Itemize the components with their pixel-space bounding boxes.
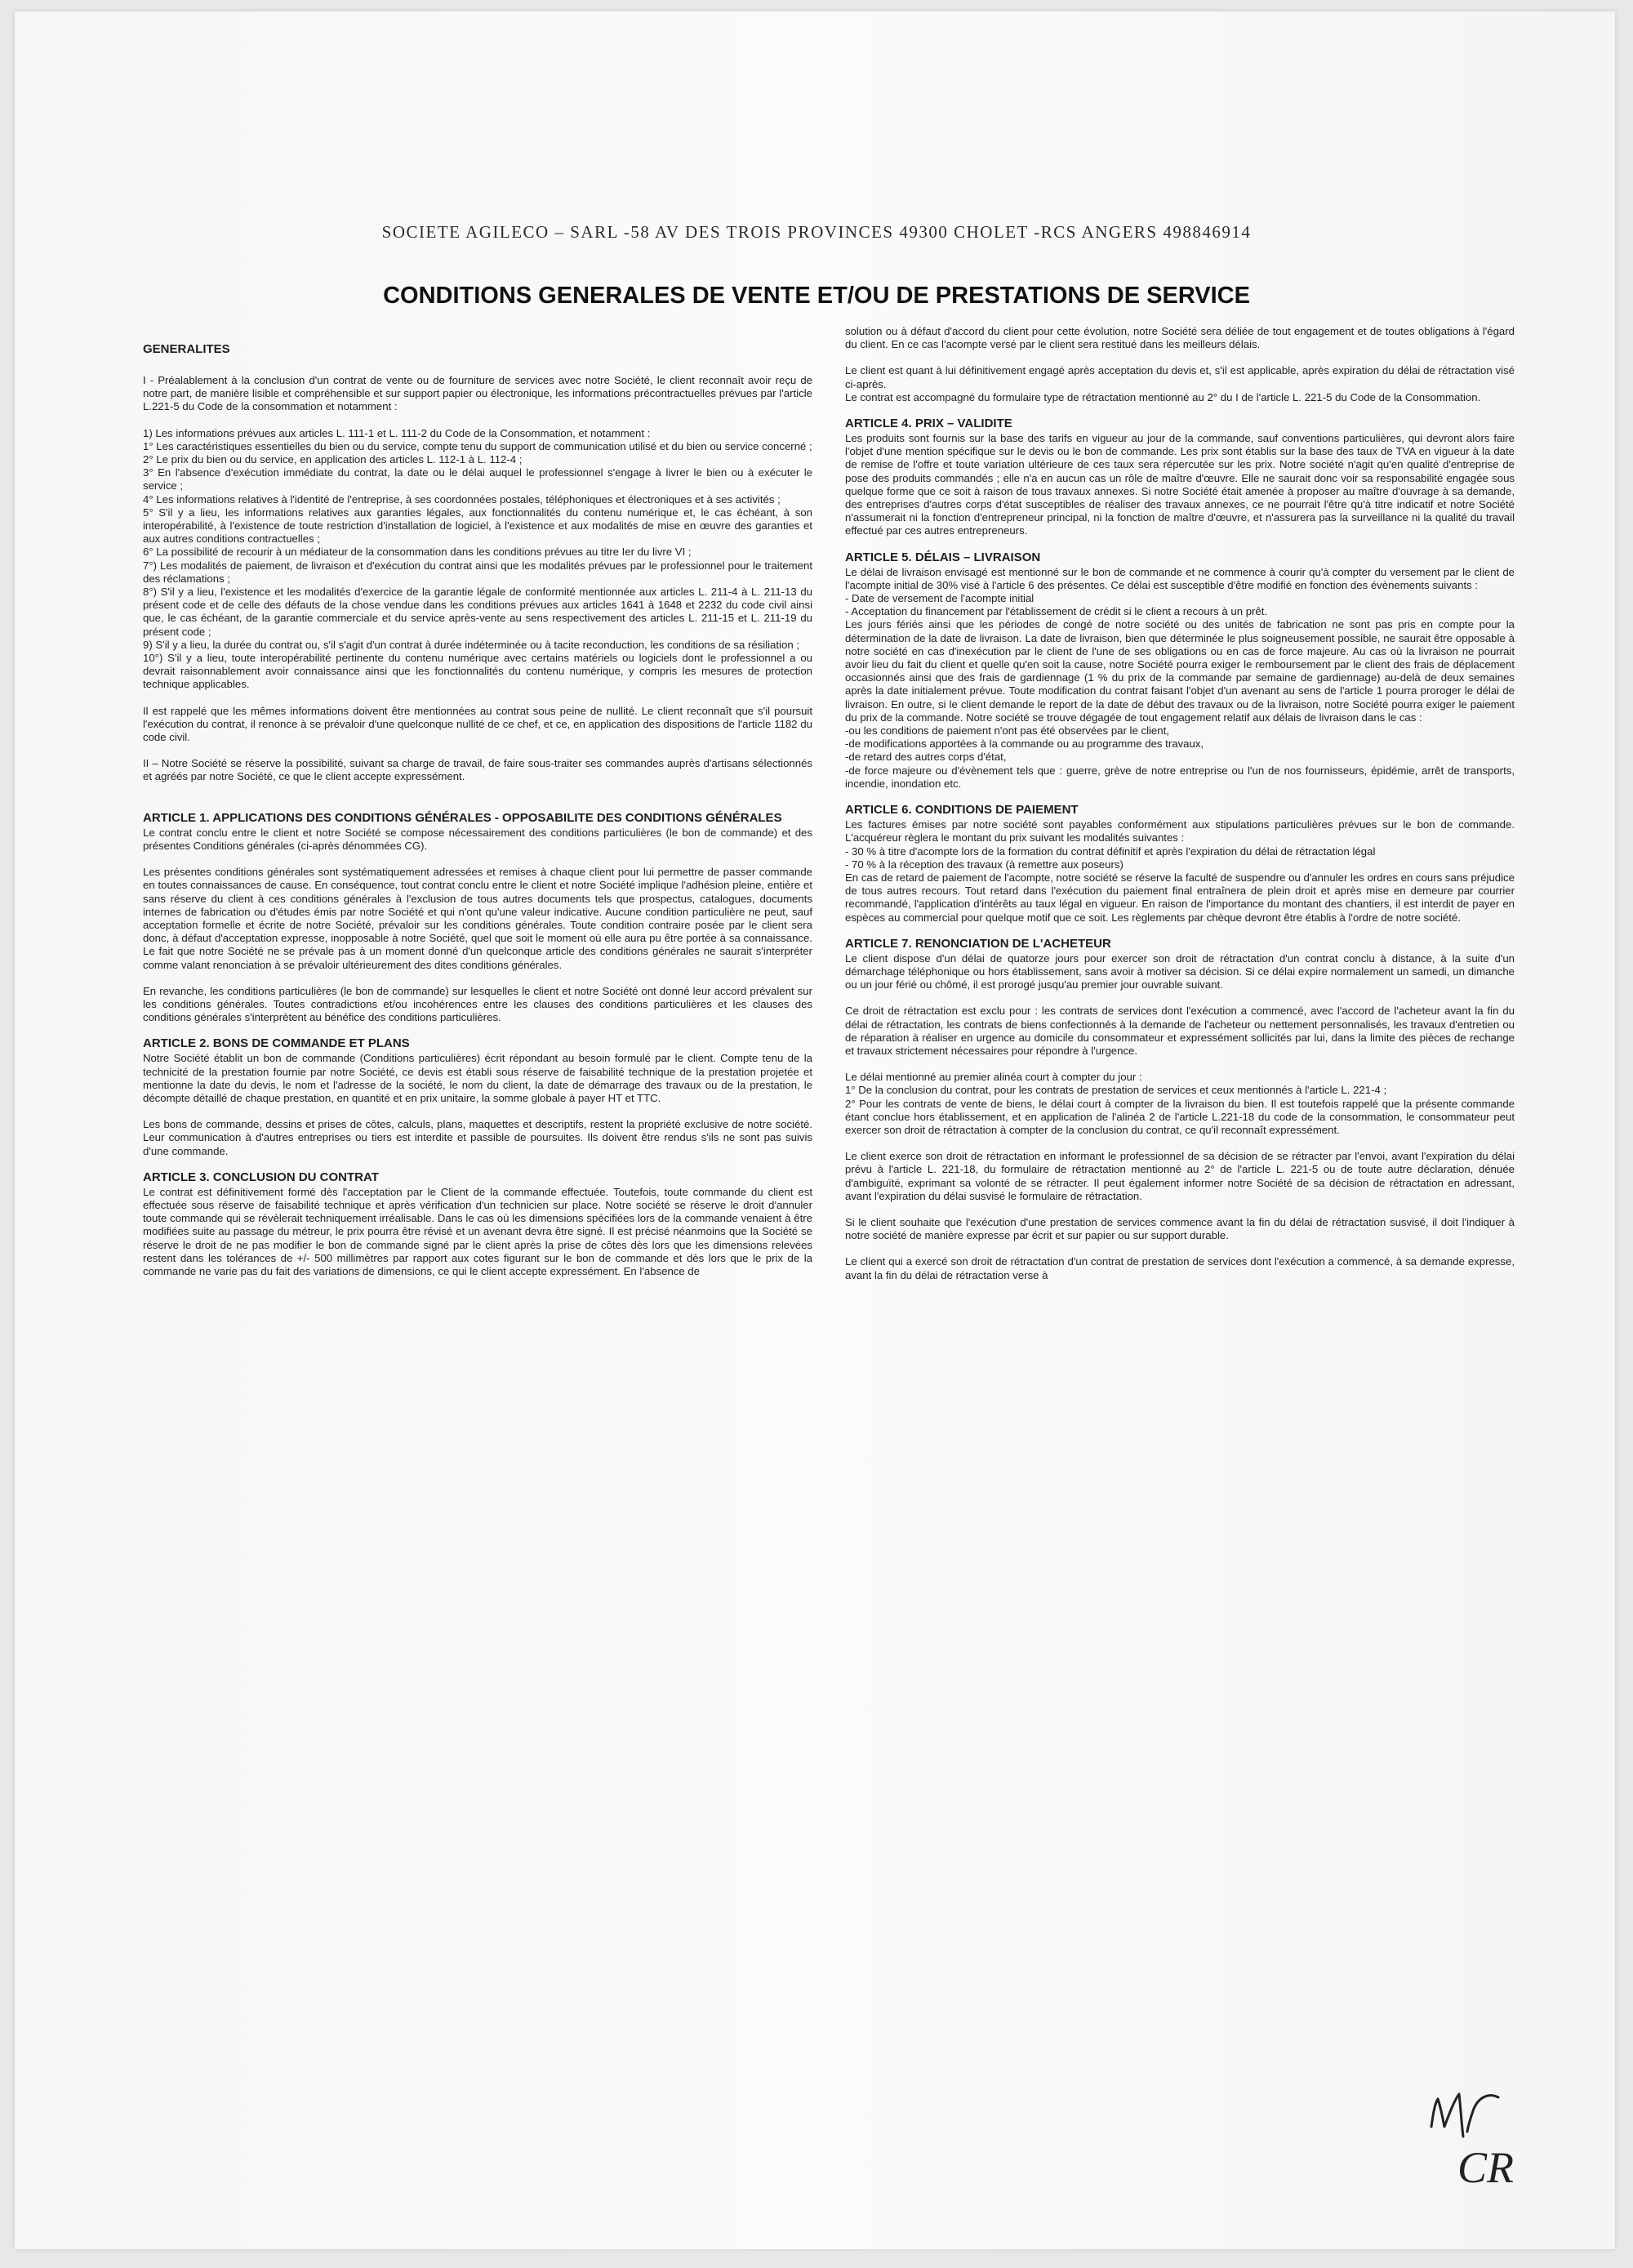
paragraph: Le client exerce son droit de rétractation en informant le professionnel de sa décision de se rétracter par l'envoi, avant l'expiration du délai prévu à l'article L. 221-18, du formulaire de rétractation mentionné au 2° de l'article L. 221-5 ou de toute autre déclaration, dénuée d'ambiguïté, exprimant sa volonté de se rétracter. Il peut également informer notre Société de sa décision de rétractation en adressant, avant l'expiration du délai susvisé le formulaire de rétractation.: [845, 1150, 1515, 1202]
paragraph: Le contrat est accompagné du formulaire type de rétractation mentionné au 2° du I de l'article L. 221-5 du Code de la Consommation.: [845, 390, 1481, 403]
paragraph: Les jours fériés ainsi que les périodes de congé de notre société ou des unités de fabrication ne sont pas pris en compte pour la détermination de la date de livraison. La date de livraison, bien que déterminée le plus soigneusement possible, ne saurait être opposable à notre société en cas d'inexécution par le client de l'une de ses obligations ou en cas de force majeure. Au cas où la livraison ne pourrait avoir lieu du fait du client et quelle qu'en soit la cause, notre Société pourra exiger le remboursement par le client des frais de déplacement occasionnés ainsi que des frais de gardiennage (1 % du prix de la commande par semaine de gardiennage) au-delà de deux semaines après la date initialement prévue. Toute modification du contrat faisant l'objet d'un avenant au sens de l'article 1 pourra proroger le délai de livraison. En outre, si le client demande le report de la date de début des travaux ou de la livraison, notre Société pourra exiger le paiement du prix de la commande. Notre société se trouve dégagée de tout engagement relatif aux délais de livraison dans le cas :: [845, 618, 1515, 724]
paragraph: Le contrat conclu entre le client et notre Société se compose nécessairement des conditions particulières (le bon de commande) et des présentes Conditions générales (ci-après dénommées CG).: [143, 826, 812, 852]
list-item: 8°) S'il y a lieu, l'existence et les modalités d'exercice de la garantie légale de conformité mentionnée aux articles L. 211-4 à L. 211-13 du présent code et de celle des défauts de la chose vendue dans les conditions prévues aux articles 1641 à 1648 et 2232 du code civil ainsi que, le cas échéant, de la garantie commerciale et du service après-vente au sens respectivement des articles L. 211-15 et L. 211-19 du présent code ;: [143, 586, 812, 638]
list-item: 1° Les caractéristiques essentielles du bien ou du service, compte tenu du support de communication utilisé et du bien ou service concerné ;: [143, 439, 812, 452]
section-title-generalites: GENERALITES: [143, 342, 230, 356]
paragraph: Le client qui a exercé son droit de rétractation d'un contrat de prestation de services dont l'exécution a commencé, à sa demande expresse, avant la fin du délai de rétractation verse à: [845, 1255, 1515, 1281]
list-item: 6° La possibilité de recourir à un médiateur de la consommation dans les conditions prévues au titre Ier du livre VI ;: [143, 546, 692, 559]
list-item: -de retard des autres corps d'état,: [845, 751, 1007, 764]
list-item: 2° Pour les contrats de vente de biens, le délai court à compter de la livraison du bien. Il est toutefois rappelé que la présente commande étant conclue hors établissement, et en application de l'alinéa 2 de l'article L.221-18 du code de la consommation, le consommateur peut exercer son droit de rétractation à compter de la conclusion du contrat, ce qu'il reconnaît expressément.: [845, 1097, 1515, 1136]
list-item: - 70 % à la réception des travaux (à remettre aux poseurs): [845, 858, 1124, 871]
initials-stroke-1: [1431, 2094, 1463, 2137]
list-item: - Acceptation du financement par l'établissement de crédit si le client a recours à un prêt.: [845, 605, 1268, 618]
list-item: 7°) Les modalités de paiement, de livraison et d'exécution du contrat ainsi que les modalités prévues par le professionnel pour le traitement des réclamations ;: [143, 559, 812, 585]
list-item: 5° S'il y a lieu, les informations relatives aux garanties légales, aux fonctionnalités du contenu numérique et, le cas échéant, à son interopérabilité, à l'existence de toute restriction d'installation de logiciel, à l'existence et aux modalités de mise en œuvre des garanties et aux autres conditions contractuelles ;: [143, 506, 812, 546]
list-item: 3° En l'absence d'exécution immédiate du contrat, la date ou le délai auquel le professionnel s'engage à livrer le bien ou à exécuter le service ;: [143, 466, 812, 492]
article-1-title: ARTICLE 1. APPLICATIONS DES CONDITIONS GÉNÉRALES - OPPOSABILITE DES CONDITIONS GÉNÉRALES: [143, 810, 782, 825]
paragraph: Les présentes conditions générales sont systématiquement adressées et remises à chaque client pour lui permettre de passer commande en toutes connaissances de cause. En conséquence, tout contrat conclu entre le client et notre Société implique l'adhésion pleine, entière et sans réserve du client à ces conditions générales à l'exclusion de tous autres documents tels que prospectus, catalogues, documents internes de fabrication ou d'études émis par notre Société et qui n'ont qu'une valeur indicative. Aucune condition particulière ne peut, sauf acceptation formelle et écrite de notre Société, prévaloir sur les conditions générales. Toute condition contraire posée par le client sera donc, à défaut d'acceptation expresse, inopposable à notre Société, quel que soit le moment où elle aura pu être portée à sa connaissance. Le fait que notre Société ne se prévale pas à un moment donné d'un quelconque article des conditions générales ne saurait s'interpréter comme valant renonciation à se prévaloir ultérieurement des dites conditions générales.: [143, 866, 812, 971]
paragraph: Ce droit de rétractation est exclu pour : les contrats de services dont l'exécution a commencé, avec l'accord de l'acheteur avant la fin du délai de rétractation, les contrats de biens confectionnés à la demande de l'acheteur ou nettement personnalisés, les travaux d'entretien ou de réparation à réaliser en urgence au domicile du consommateur et expressément sollicités par lui, dans la limite des pièces de rechange et travaux strictement nécessaires pour répondre à l'urgence.: [845, 1005, 1515, 1057]
document-title: CONDITIONS GENERALES DE VENTE ET/OU DE PRESTATIONS DE SERVICE: [383, 283, 1250, 309]
initials-text: CR: [1457, 2143, 1515, 2192]
paragraph: Notre Société établit un bon de commande (Conditions particulières) écrit répondant au besoin formulé par le client. Compte tenu de la technicité de la prestation fournie par notre Société, ce devis est établi sous réserve de faisabilité technique de la prestation projetée et mentionne la date du devis, le nom et l'adresse de la société, le nom du client, la date de démarrage des travaux ou de la prestation, le décompte détaillé de chaque prestation, en quantité et en prix unitaire, la somme globale à payer HT et TTC.: [143, 1052, 812, 1104]
right-column: [845, 325, 1515, 1295]
paragraph: Les produits sont fournis sur la base des tarifs en vigueur au jour de la commande, sauf conventions particulières, qui devront alors faire l'objet d'une mention spécifique sur le devis ou le bon de commande. Les prix sont établis sur la base des taux de TVA en vigueur à la date de remise de l'offre et toute variation ultérieure de ces taux sera répercutée sur les prix. Notre société n'agit qu'en qualité d'entreprise de pose des produits commandés ; elle n'a en aucun cas un rôle de maître d'œuvre. Elle ne saurait donc voir sa responsabilité engagée sous quelque forme que ce soit à raison de tous travaux annexes. Si notre Société était amenée à proposer au maître d'ouvrage à sa demande, des entreprises d'autres corps d'état susceptibles de réaliser des travaux annexes, ce ne pourrait l'être qu'à titre indicatif et notre Société n'assumerait ni la fonction d'entrepreneur principal, ni la fonction de maître d'œuvre, et n'assurera pas la surveillance ni la qualité du travail effectué par ces autres entrepreneurs.: [845, 432, 1515, 537]
list-item: - Date de versement de l'acompte initial: [845, 592, 1035, 605]
list-item: -de modifications apportées à la commande ou au programme des travaux,: [845, 737, 1204, 751]
paragraph: I - Préalablement à la conclusion d'un contrat de vente ou de fourniture de services avec notre Société, le client reconnaît avoir reçu de notre part, de manière lisible et compréhensible et sur support papier ou électronique, les informations précontractuelles prévues par l'article L.221-5 du Code de la consommation et notamment :: [143, 374, 812, 413]
paragraph: Les factures émises par notre société sont payables conformément aux stipulations particulières prévues sur le bon de commande. L'acquéreur règlera le montant du prix suivant les modalités suivantes :: [845, 818, 1515, 844]
paragraph: En cas de retard de paiement de l'acompte, notre société se réserve la faculté de suspendre ou d'annuler les ordres en cours sans préjudice de tous autres recours. Tout retard dans l'exécution du paiement final entraînera de plein droit et après mise en demeure par courrier recommandé, l'application d'intérêts au taux légal en vigueur. En raison de l'importance du montant des chantiers, il est interdit de payer en espèces au commercial pour quelque motif que ce soit. Les règlements par chèque devront être établis à l'ordre de notre société.: [845, 871, 1515, 924]
paragraph: II – Notre Société se réserve la possibilité, suivant sa charge de travail, de faire sous-traiter ses commandes auprès d'artisans sélectionnés et agréés par notre Société, ce que le client accepte expressément.: [143, 757, 812, 783]
paragraph: Le client dispose d'un délai de quatorze jours pour exercer son droit de rétractation d'un contrat conclu à distance, à la suite d'un démarchage téléphonique ou hors établissement, sans avoir à motiver sa décision. Si ce délai expire normalement un samedi, un dimanche ou un jour férié ou chômé, il est prorogé jusqu'au premier jour ouvrable suivant.: [845, 951, 1515, 991]
list-item: -ou les conditions de paiement n'ont pas été observées par le client,: [845, 724, 1169, 737]
article-2-title: ARTICLE 2. BONS DE COMMANDE ET PLANS: [143, 1036, 410, 1051]
paragraph: Le client est quant à lui définitivement engagé après acceptation du devis et, s'il est applicable, après expiration du délai de rétractation visé ci-après.: [845, 364, 1515, 390]
article-7-title: ARTICLE 7. RENONCIATION DE L'ACHETEUR: [845, 936, 1111, 951]
list-item: Le délai mentionné au premier alinéa court à compter du jour :: [845, 1071, 1142, 1084]
article-3-title: ARTICLE 3. CONCLUSION DU CONTRAT: [143, 1170, 379, 1184]
article-6-title: ARTICLE 6. CONDITIONS DE PAIEMENT: [845, 803, 1079, 818]
list-item: 4° Les informations relatives à l'identité de l'entreprise, à ses coordonnées postales, téléphoniques et électroniques et à ses activités ;: [143, 492, 781, 506]
list-item: 1) Les informations prévues aux articles L. 111-1 et L. 111-2 du Code de la Consommation, et notamment :: [143, 426, 651, 439]
handwritten-initials: [1425, 2091, 1555, 2197]
article-4-title: ARTICLE 4. PRIX – VALIDITE: [845, 417, 1012, 431]
list-item: 9) S'il y a lieu, la durée du contrat ou, s'il s'agit d'un contrat à durée indéterminée ou à tacite reconduction, les conditions de sa résiliation ;: [143, 638, 799, 651]
paragraph: Il est rappelé que les mêmes informations doivent être mentionnées au contrat sous peine de nullité. Le client reconnaît que s'il poursuit l'exécution du contrat, il renonce à se prévaloir d'une quelconque nullité de ce chef, et ce, en application des dispositions de l'article 1182 du code civil.: [143, 704, 812, 744]
list-item: -de force majeure ou d'évènement tels que : guerre, grève de notre entreprise ou l'un de nos fournisseurs, épidémie, arrêt de transports, incendie, inondation etc.: [845, 764, 1515, 790]
paragraph: Les bons de commande, dessins et prises de côtes, calculs, plans, maquettes et descriptifs, restent la propriété exclusive de notre société. Leur communication à d'autres entreprises ou tiers est interdite et passible de poursuites. Ils doivent être rendus s'ils ne sont pas suivis d'une commande.: [143, 1118, 812, 1157]
paragraph: En revanche, les conditions particulières (le bon de commande) sur lesquelles le client et notre Société ont donné leur accord prévalent sur les conditions générales. Toutes contradictions et/ou incohérences entre les clauses des conditions particulières et les clauses des conditions générales s'interprètent au bénéfice des conditions particulières.: [143, 984, 812, 1024]
paragraph: Le contrat est définitivement formé dès l'acceptation par le Client de la commande effectuée. Toutefois, toute commande du client est effectuée sous réserve de faisabilité technique et après vérification d'un technicien sur place. Notre société se réserve le droit d'annuler toute commande qui se révèlerait techniquement irréalisable. Dans le cas où les dimensions spécifiées lors de la commande venaient à être modifiées suite au passage du métreur, le prix pourra être révisé et un avenant devra être signé. Il est précisé néanmoins que la Société se réserve le droit de ne pas modifier le bon de commande signé par le client après la prise de côtes dès lors que les dimensions relevées restent dans les tolérances de +/- 500 millimètres par rapport aux cotes figurant sur le bon de commande et dès lors que le prix de la commande ne varie pas du fait des variations de dimensions, ce qui le client accepte expressément. En l'absence de: [143, 1185, 812, 1277]
company-header: SOCIETE AGILECO – SARL -58 AV DES TROIS PROVINCES 49300 CHOLET -RCS ANGERS 498846914: [381, 222, 1252, 242]
list-item: - 30 % à titre d'acompte lors de la formation du contrat définitif et après l'expiration du délai de rétractation légal: [845, 844, 1376, 858]
list-item: 1° De la conclusion du contrat, pour les contrats de prestation de services et ceux mentionnés à l'article L. 221-4 ;: [845, 1084, 1387, 1097]
left-column: [143, 343, 812, 1291]
paragraph: solution ou à défaut d'accord du client pour cette évolution, notre Société sera déliée de tout engagement et de toutes obligations à l'égard du client. En ce cas l'acompte versé par le client sera restitué dans les meilleurs délais.: [845, 325, 1515, 351]
list-item: 2° Le prix du bien ou du service, en application des articles L. 112-1 à L. 112-4 ;: [143, 453, 523, 466]
paragraph: Le délai de livraison envisagé est mentionné sur le bon de commande et ne commence à courir qu'à compter du versement par le client de l'acompte initial de 30% visé à l'article 6 des présentes. Ce délai est susceptible d'être modifié en fonction des évènements suivants :: [845, 565, 1515, 591]
article-5-title: ARTICLE 5. DÉLAIS – LIVRAISON: [845, 550, 1041, 564]
list-item: 10°) S'il y a lieu, toute interopérabilité pertinente du contenu numérique avec certains matériels ou logiciels dont le professionnel a ou devrait raisonnablement avoir connaissance ainsi que les fonctionnalités du contenu numérique, y compris les mesures de protection technique applicables.: [143, 652, 812, 691]
initials-stroke-2: [1467, 2096, 1498, 2132]
paragraph: Si le client souhaite que l'exécution d'une prestation de services commence avant la fin du délai de rétractation susvisé, il doit l'indiquer à notre société de manière expresse par écrit et sur papier ou sur support durable.: [845, 1215, 1515, 1242]
